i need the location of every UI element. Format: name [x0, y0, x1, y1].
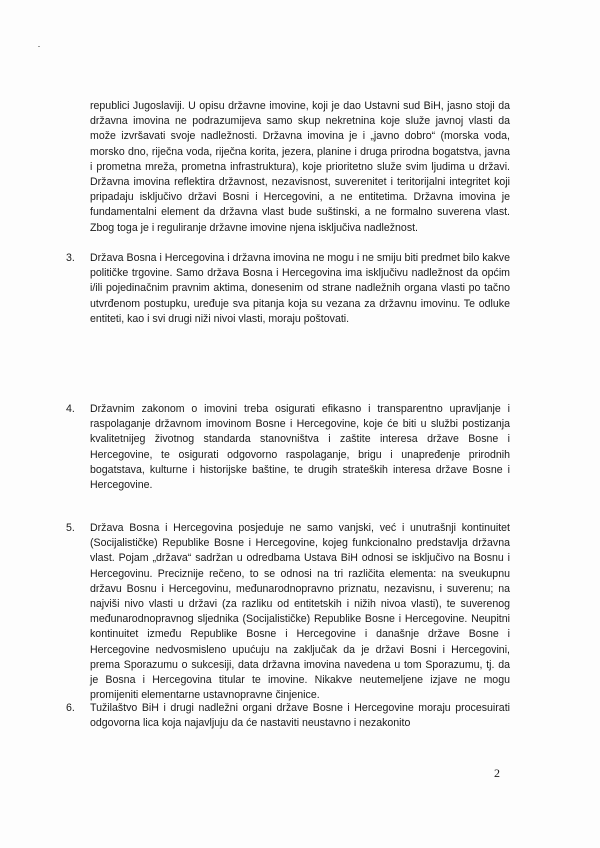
item-number: 6. — [66, 702, 75, 714]
item-number: 4. — [66, 403, 75, 415]
item-text: Državnim zakonom o imovini treba osigurati efikasno i transparentno upravljanje i raspolaganje državnom imovinom Bosne i Hercegovine, koje će biti u službi postizanja kvalitetnijeg životnog standarda stanovništva i zaštite interesa države Bosne i Hercegovine, te osigurati odgovorno raspolaganje, brigu i unapređenje prirodnih bogatstava, kulturne i historijske baštine, te drugih strateških interesa države Bosne i Hercegovine. — [90, 403, 510, 492]
page-number: 2 — [494, 766, 500, 780]
item-number: 5. — [66, 522, 75, 534]
item-number: 3. — [66, 252, 75, 264]
item-text: Tužilaštvo BiH i drugi nadležni organi države Bosne i Hercegovine moraju procesuirati odgovorna lica koja najavljuju da će nastaviti neustavno i nezakonito — [90, 702, 510, 730]
item-text: Država Bosna i Hercegovina posjeduje ne samo vanjski, već i unutrašnji kontinuitet (Socijalističke) Republike Bosne i Hercegovine, kojeg funkcionalno predstavlja državna vlast. Pojam „država“ sadržan u odredbama Ustava BiH odnosi se isključivo na Bosnu i Hercegovinu. Preciznije rečeno, to se odnosi na tri različita elementa: na sveukupnu državu Bosnu i Hercegovinu, međunarodnopravno priznatu, nezavisnu, i suverenu; na najviši nivo vlasti u državi (za razliku od entitetskih i nižih nivoa vlasti), te suverenog međunarodnopravnog sljednika (Socijalističke) Republike Bosne i Hercegovine. Neupitni kontinuitet između Republike Bosne i Hercegovine i današnje države Bosne i Hercegovine nedvosmisleno upućuju na zaključak da je državi Bosni i Hercegovini, prema Sporazumu o sukcesiji, data državna imovina navedena u tom Sporazumu, tj. da je Bosna i Hercegovina titular te imovine. Nikakve neutemeljene izjave ne mogu promijeniti elementarne ustavnopravne činjenice. — [90, 522, 510, 702]
intro-paragraph: republici Jugoslaviji. U opisu državne imovine, koji je dao Ustavni sud BiH, jasno stoji da državna imovina ne podrazumijeva samo skup nekretnina koje služe javnoj vlasti da može izvršavati svoje nadležnosti. Državna imovina je i „javno dobro“ (morska voda, morsko dno, riječna voda, riječna korita, jezera, planine i druga prirodna bogatstva, javna i prometna mreža, prometna infrastruktura), koje prioritetno služe svim ljudima u državi. Državna imovina reflektira državnost, nezavisnost, suverenitet i teritorijalni integritet koji pripadaju isključivo državi Bosni i Hercegovini, a ne entitetima. Državna imovina je fundamentalni element da državna vlast bude suštinski, a ne formalno suverena vlast. Zbog toga je i reguliranje državne imovine njena isključiva nadležnost. — [90, 100, 510, 234]
item-text: Država Bosna i Hercegovina i državna imovina ne mogu i ne smiju biti predmet bilo kakve političke trgovine. Samo država Bosna i Hercegovina ima isključivu nadležnost da općim i/ili pojedinačnim pravnim aktima, donesenim od strane nadležnih organa vlasti po tačno utvrđenom postupku, uređuje sva pitanja koja su vezana za državnu imovinu. Te odluke entiteti, kao i svi drugi niži nivoi vlasti, moraju poštovati. — [90, 252, 510, 325]
scan-speck — [38, 46, 40, 47]
